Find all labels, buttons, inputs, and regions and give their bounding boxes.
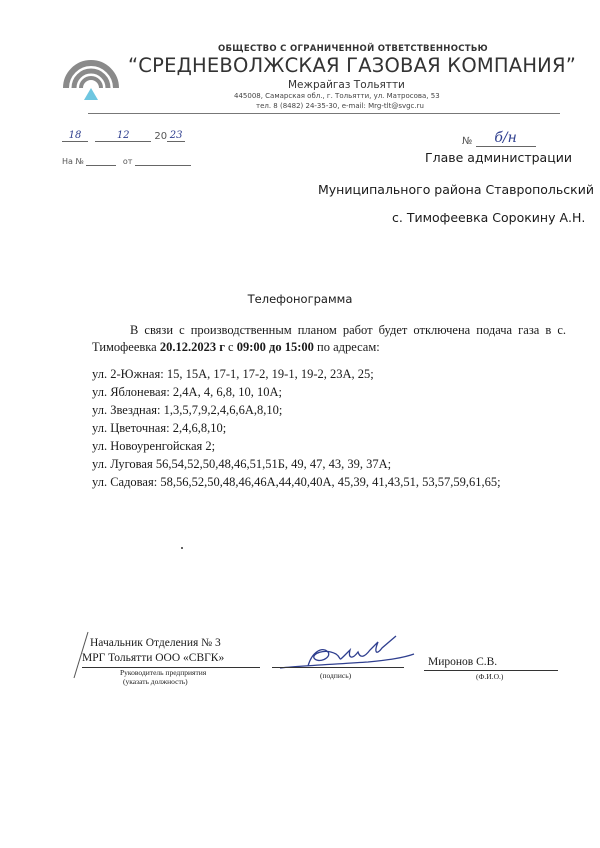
number-label: № (462, 136, 473, 147)
addressee-line-2: Муниципального района Ставропольский (318, 182, 594, 197)
name-underline (424, 670, 558, 671)
date-year-prefix: 20 (154, 131, 168, 142)
company-name: “СРЕДНЕВОЛЖСКАЯ ГАЗОВАЯ КОМПАНИЯ” (128, 54, 577, 77)
intro-tail: по адресам: (313, 340, 380, 354)
document-number: б/н (476, 130, 536, 147)
street-line: ул. Новоуренгойская 2; (92, 439, 216, 453)
company-type: ОБЩЕСТВО С ОГРАНИЧЕННОЙ ОТВЕТСТВЕННОСТЬЮ (218, 44, 488, 54)
date-month: 12 (95, 130, 151, 142)
svgk-logo-icon (62, 40, 120, 102)
addressee-line-1: Главе администрации (425, 150, 572, 165)
intro-with: с (224, 340, 237, 354)
company-address: 445008, Самарская обл., г. Тольятти, ул. Матросова, 53 (234, 92, 440, 100)
ref-from-label: от (122, 157, 133, 166)
ref-number-blank (86, 165, 116, 166)
position-caption-2: (указать должность) (123, 677, 188, 686)
branch-name: Межрайгаз Тольятти (288, 79, 405, 91)
street-line: ул. Луговая 56,54,52,50,48,46,51,51Б, 49, 47, 43, 39, 37А; (92, 457, 392, 471)
date-row (62, 130, 185, 142)
ref-date-blank (135, 165, 191, 166)
name-caption: (Ф.И.О.) (476, 672, 504, 681)
document-title: Телефонограмма (247, 292, 353, 306)
header-divider (88, 113, 560, 114)
stray-dot (181, 547, 183, 549)
addressee-line-3: с. Тимофеевка Сорокину А.Н. (392, 210, 586, 225)
outage-date: 20.12.2023 г (159, 340, 225, 354)
signer-position-line-2: МРГ Тольятти ООО «СВГК» (82, 652, 225, 664)
street-line: ул. Звездная: 1,3,5,7,9,2,4,6,6А,8,10; (92, 403, 283, 417)
ref-label: На № (62, 157, 84, 166)
signer-position-line-1: Начальник Отделения № 3 (90, 637, 221, 649)
company-contacts: тел. 8 (8482) 24-35-30, e-mail: Mrg-tlt@svgc.ru (256, 102, 424, 110)
position-caption-1: Руководитель предприятия (120, 668, 207, 677)
outage-end: 15:00 (284, 340, 314, 354)
document-number-row (462, 130, 536, 147)
street-line: ул. Садовая: 58,56,52,50,48,46,46А,44,40,40А, 45,39, 41,43,51, 53,57,59,61,65; (92, 475, 501, 489)
reference-row (62, 157, 191, 166)
street-line: ул. Яблоневая: 2,4А, 4, 6,8, 10, 10А; (92, 385, 282, 399)
date-day: 18 (62, 130, 88, 142)
signature-underline (272, 667, 404, 668)
intro-paragraph (92, 322, 566, 356)
street-line: ул. 2-Южная: 15, 15А, 17-1, 17-2, 19-1, 19-2, 23А, 25; (92, 367, 374, 381)
street-line: ул. Цветочная: 2,4,6,8,10; (92, 421, 227, 435)
intro-until: до (265, 340, 285, 354)
signer-name: Миронов С.В. (428, 656, 498, 668)
signature-caption: (подпись) (320, 671, 352, 680)
date-year: 23 (167, 130, 185, 142)
intro-text: В связи с производственным планом работ будет отключена подача газа в с. Тимофеевка (92, 323, 566, 354)
outage-start: 09:00 (236, 340, 266, 354)
